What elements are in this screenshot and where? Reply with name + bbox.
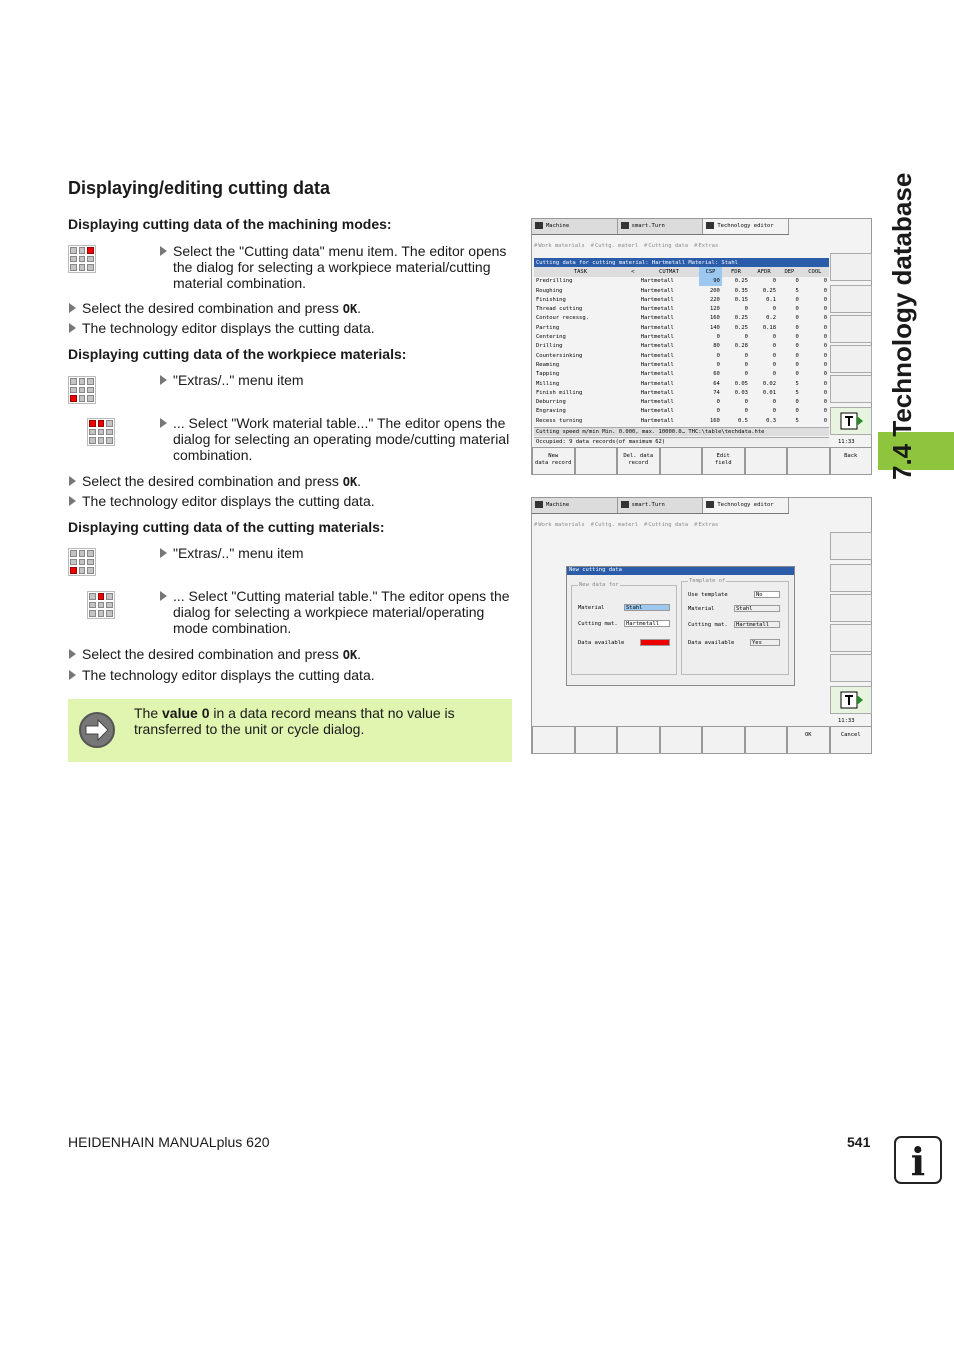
table-cell[interactable]: 5 <box>795 389 799 396</box>
clock: 11:33 <box>838 439 855 445</box>
template-cutmat: Hartmetall <box>734 621 780 628</box>
machine-status-icon <box>830 253 872 281</box>
menu-cutting-data[interactable]: # Cutting data <box>644 522 688 534</box>
table-cell[interactable]: 90 <box>699 277 722 286</box>
horizontal-softkey-row <box>532 726 872 754</box>
status-occupied: Occupied: 9 data records(of maximum 62) <box>534 437 829 446</box>
table-cell[interactable]: Hartmetall <box>640 361 674 368</box>
table-cell[interactable]: Milling <box>536 380 560 387</box>
step-text: Select the "Cutting data" menu item. The editor opens the dialog for selecting a workpiece material/cutting material combination. <box>159 243 511 291</box>
table-cell[interactable]: 0 <box>795 315 799 322</box>
softkey[interactable] <box>575 447 618 475</box>
table-row[interactable] <box>534 277 829 286</box>
table-row[interactable] <box>534 388 829 397</box>
table-cell[interactable]: 0.2 <box>766 315 777 322</box>
chapter-side-tab <box>878 172 926 480</box>
tab-technology-editor[interactable]: Technology editor <box>703 498 789 513</box>
step-text: ... Select "Cutting material table." The editor opens the dialog for selecting a workpiece material/operating mode combination. <box>159 588 511 636</box>
softkey[interactable]: Back <box>830 447 873 475</box>
table-cell[interactable]: 0 <box>823 361 827 368</box>
table-cell[interactable] <box>627 370 639 379</box>
table-cell[interactable]: 0.25 <box>762 287 777 294</box>
table-cell[interactable]: 0 <box>795 352 799 359</box>
table-cell[interactable]: 120 <box>709 306 720 313</box>
section-title-machining-modes: Displaying cutting data of the machining modes: <box>68 216 392 232</box>
column-header: COOL <box>801 267 829 276</box>
table-cell[interactable]: 0 <box>744 334 748 341</box>
cutmat-label: Cutting mat. <box>578 621 618 627</box>
table-cell[interactable]: 0 <box>716 399 720 406</box>
cutting-data-table <box>534 258 829 425</box>
table-cell[interactable]: Hartmetall <box>640 315 674 322</box>
table-cell[interactable]: Hartmetall <box>640 343 674 350</box>
tab-smart-turn[interactable]: smart.Turn <box>618 219 704 234</box>
table-cell[interactable]: 0 <box>716 408 720 415</box>
table-cell[interactable]: 0.03 <box>734 389 748 396</box>
table-cell[interactable]: 0 <box>795 408 799 415</box>
section-title-cutting-materials: Displaying cutting data of the cutting materials: <box>68 519 385 535</box>
menu-work-materials[interactable]: # Work materials <box>534 522 585 534</box>
table-cell[interactable]: 0 <box>716 334 720 341</box>
menu-work-materials[interactable]: # Work materials <box>534 243 585 255</box>
table-cell[interactable]: 0 <box>795 334 799 341</box>
table-cell[interactable]: 0 <box>716 361 720 368</box>
material-select[interactable]: Stahl <box>624 604 670 611</box>
table-cell[interactable] <box>627 397 639 406</box>
arrow-right-icon <box>79 712 115 748</box>
table-cell[interactable]: 0 <box>744 352 748 359</box>
footer-manual-title: HEIDENHAIN MANUALplus 620 <box>68 1134 270 1150</box>
table-cell[interactable]: 0 <box>744 399 748 406</box>
column-header: AFDR <box>750 267 778 276</box>
tab-smart-turn[interactable]: smart.Turn <box>618 498 704 513</box>
table-cell[interactable]: 0 <box>823 296 827 303</box>
table-cell[interactable]: Hartmetall <box>640 399 674 406</box>
table-cell[interactable]: 0 <box>772 408 777 415</box>
table-row[interactable] <box>534 407 829 416</box>
menu-cutting-data[interactable]: # Cutting data <box>644 243 688 255</box>
tab-machine[interactable]: Machine <box>532 498 618 513</box>
table-cell[interactable]: Contour recessg. <box>536 315 589 322</box>
step-text: The technology editor displays the cutting data. <box>68 320 375 336</box>
table-cell[interactable]: 0 <box>744 361 748 368</box>
table-row[interactable] <box>534 323 829 332</box>
step-text: Select the desired combination and press OK. <box>68 473 361 490</box>
avail-label: Data available <box>688 640 735 646</box>
softkey[interactable]: Cancel <box>830 726 873 754</box>
vertical-softkey[interactable] <box>830 654 872 682</box>
mode-tabs <box>532 219 789 235</box>
softkey[interactable]: Del. data record <box>617 447 660 475</box>
table-cell[interactable]: 0 <box>716 352 720 359</box>
table-caption: Cutting data for cutting material: Hartmetall Material: Stahl <box>534 258 829 267</box>
table-row[interactable] <box>534 397 829 406</box>
table-cell[interactable]: 0.25 <box>734 315 748 322</box>
cutting-material-table-icon <box>87 591 115 619</box>
status-line: Cutting speed m/min Min. 0.000, max. 10000.0… THC:\table\techdata.hte <box>534 427 829 436</box>
menu-extras[interactable]: # Extras <box>694 243 718 255</box>
play-triangle-icon <box>69 303 76 313</box>
table-cell[interactable]: Hartmetall <box>640 306 674 313</box>
table-cell[interactable]: 64 <box>713 380 720 387</box>
group-label: Template of <box>689 578 726 584</box>
table-cell[interactable]: 0 <box>823 399 827 406</box>
table-cell[interactable]: Tapping <box>536 371 560 378</box>
note-text: The value 0 in a data record means that no value is transferred to the unit or cycle dialog. <box>134 705 455 737</box>
use-template-select[interactable]: No <box>754 591 780 598</box>
vertical-softkey[interactable] <box>830 624 872 652</box>
table-cell[interactable]: 0 <box>772 352 777 359</box>
table-cell[interactable]: Parting <box>536 324 560 331</box>
step-text: "Extras/.." menu item <box>159 545 511 561</box>
table-cell[interactable] <box>627 332 639 341</box>
menu-bar <box>532 522 829 534</box>
table-cell[interactable]: Hartmetall <box>640 380 674 387</box>
table-row[interactable] <box>534 379 829 388</box>
note-box <box>68 699 512 762</box>
clock: 11:33 <box>838 718 855 724</box>
tab-machine[interactable]: Machine <box>532 219 618 234</box>
play-triangle-icon <box>160 375 167 385</box>
table-cell[interactable]: 0.15 <box>734 296 748 303</box>
table-cell[interactable] <box>627 277 639 286</box>
table-cell[interactable]: Hartmetall <box>640 389 674 396</box>
table-cell[interactable]: 0.05 <box>734 380 748 387</box>
softkey[interactable] <box>532 726 575 754</box>
table-cell[interactable]: 0.35 <box>734 287 748 294</box>
table-cell[interactable]: Deburring <box>536 399 566 406</box>
tab-technology-editor[interactable]: Technology editor <box>703 219 789 234</box>
step-text: The technology editor displays the cutting data. <box>68 667 375 683</box>
column-header: CUTMAT <box>639 267 699 276</box>
column-header: < <box>627 267 639 276</box>
table-cell[interactable]: Hartmetall <box>640 371 674 378</box>
table-cell[interactable]: 0 <box>823 334 827 341</box>
table-cell[interactable]: Thread cutting <box>536 306 583 313</box>
horizontal-softkey-row <box>532 447 872 475</box>
table-cell[interactable]: 0 <box>772 361 777 368</box>
table-cell[interactable]: 0.28 <box>734 343 748 350</box>
vertical-softkey[interactable] <box>830 375 872 403</box>
info-icon: i <box>894 1136 942 1184</box>
table-cell[interactable]: 5 <box>795 417 799 424</box>
table-cell[interactable] <box>627 342 639 351</box>
play-triangle-icon <box>69 323 76 333</box>
table-cell[interactable]: 0 <box>823 306 827 313</box>
table-cell[interactable] <box>627 407 639 416</box>
technology-editor-screenshot <box>531 218 872 475</box>
table-cell[interactable]: 5 <box>795 287 799 294</box>
table-cell[interactable]: 220 <box>709 296 720 303</box>
table-cell[interactable] <box>627 388 639 397</box>
template-group <box>681 578 789 675</box>
table-cell[interactable]: Engraving <box>536 408 566 415</box>
table-cell[interactable]: 0 <box>795 296 799 303</box>
table-cell[interactable]: Hartmetall <box>640 324 674 331</box>
cutting-data-menu-icon <box>68 245 96 273</box>
table-cell[interactable]: 0 <box>795 324 799 331</box>
play-triangle-icon <box>160 591 167 601</box>
table-cell[interactable]: Finishing <box>536 296 566 303</box>
new-cutting-data-screenshot <box>531 497 872 754</box>
table-cell[interactable] <box>627 286 639 295</box>
step-text: ... Select "Work material table..." The editor opens the dialog for selecting an operating mode/cutting material combination. <box>159 415 511 463</box>
table-cell[interactable]: 0 <box>772 399 777 406</box>
softkey[interactable]: New data record <box>532 447 575 475</box>
table-cell[interactable]: 80 <box>713 343 720 350</box>
table-cell[interactable]: 0.01 <box>762 389 777 396</box>
table-cell[interactable]: 160 <box>709 417 720 424</box>
table-cell[interactable]: Recess turning <box>536 417 583 424</box>
step-text: Select the desired combination and press OK. <box>68 646 361 663</box>
table-row[interactable] <box>534 314 829 323</box>
table-cell[interactable]: 0 <box>795 371 799 378</box>
table-cell[interactable]: 0 <box>823 389 827 396</box>
table-cell[interactable]: Hartmetall <box>640 287 674 294</box>
softkey[interactable] <box>617 726 660 754</box>
menu-cutting-materials[interactable]: # Cuttg. materl <box>591 522 638 534</box>
table-cell[interactable]: 0 <box>823 408 827 415</box>
table-cell[interactable]: 0 <box>744 371 748 378</box>
mode-tabs <box>532 498 789 514</box>
table-cell[interactable]: 0.3 <box>766 417 777 424</box>
table-cell[interactable] <box>627 304 639 313</box>
new-cutting-data-dialog <box>566 566 795 686</box>
table-row[interactable] <box>534 295 829 304</box>
table-cell[interactable]: 140 <box>709 324 720 331</box>
table-cell[interactable]: Hartmetall <box>640 417 674 424</box>
table-cell[interactable]: 0.02 <box>762 380 777 387</box>
avail-value: Yes <box>640 639 670 646</box>
table-cell[interactable]: 0 <box>795 399 799 406</box>
table-cell[interactable]: Predrilling <box>536 278 573 285</box>
step-text: "Extras/.." menu item <box>159 372 511 388</box>
table-cell[interactable]: 0 <box>823 417 827 424</box>
table-cell[interactable]: 0 <box>772 278 777 285</box>
table-row[interactable] <box>534 332 829 341</box>
page-heading: Displaying/editing cutting data <box>68 178 331 198</box>
table-cell[interactable] <box>627 351 639 360</box>
column-header: CSP <box>699 267 722 276</box>
table-cell[interactable]: 5 <box>795 380 799 387</box>
table-cell[interactable]: 0 <box>823 343 827 350</box>
table-cell[interactable]: Hartmetall <box>640 278 674 285</box>
softkey[interactable] <box>660 447 703 475</box>
table-cell[interactable]: 0 <box>795 343 799 350</box>
table-cell[interactable] <box>627 323 639 332</box>
table-cell[interactable]: Reaming <box>536 361 560 368</box>
table-cell[interactable]: 0.18 <box>762 324 777 331</box>
table-cell[interactable]: 0 <box>744 306 748 313</box>
table-row[interactable] <box>534 416 829 425</box>
dialog-title: New cutting data <box>567 567 794 575</box>
vertical-softkey[interactable] <box>830 345 872 373</box>
softkey[interactable]: OK <box>787 726 830 754</box>
softkey[interactable] <box>787 447 830 475</box>
table-cell[interactable] <box>627 314 639 323</box>
table-cell[interactable]: 0.5 <box>738 417 748 424</box>
t-tool-icon[interactable] <box>830 407 872 435</box>
table-cell[interactable]: 0 <box>795 278 799 285</box>
table-cell[interactable]: Hartmetall <box>640 296 674 303</box>
table-cell[interactable]: 0 <box>744 408 748 415</box>
table-row[interactable] <box>534 351 829 360</box>
t-tool-icon[interactable] <box>830 686 872 714</box>
softkey[interactable]: Edit field <box>702 447 745 475</box>
table-cell[interactable]: 0 <box>772 371 777 378</box>
table-cell[interactable]: Drilling <box>536 343 563 350</box>
table-cell[interactable]: 74 <box>713 389 720 396</box>
table-cell[interactable] <box>627 379 639 388</box>
vertical-softkey[interactable] <box>830 594 872 622</box>
menu-cutting-materials[interactable]: # Cuttg. materl <box>591 243 638 255</box>
table-row[interactable] <box>534 370 829 379</box>
table-cell[interactable]: 0.1 <box>766 296 777 303</box>
table-row[interactable] <box>534 360 829 369</box>
step-text: Select the desired combination and press OK. <box>68 300 361 317</box>
cutmat-select[interactable]: Hartmetall <box>624 620 670 627</box>
softkey[interactable] <box>660 726 703 754</box>
group-label: New data for <box>579 582 619 588</box>
table-cell[interactable]: Roughing <box>536 287 563 294</box>
column-header: DEP <box>778 267 801 276</box>
play-triangle-icon <box>69 476 76 486</box>
softkey[interactable] <box>745 447 788 475</box>
play-triangle-icon <box>69 670 76 680</box>
table-cell[interactable]: 0 <box>823 352 827 359</box>
table-cell[interactable] <box>627 416 639 425</box>
table-cell[interactable]: 0 <box>795 306 799 313</box>
table-cell[interactable]: 0.25 <box>734 278 748 285</box>
step-text: The technology editor displays the cutting data. <box>68 493 375 509</box>
table-cell[interactable]: Hartmetall <box>640 408 674 415</box>
table-cell[interactable]: 200 <box>709 287 720 294</box>
extras-menu-icon <box>68 548 96 576</box>
table-cell[interactable]: Hartmetall <box>640 352 674 359</box>
table-cell[interactable]: 160 <box>709 315 720 322</box>
softkey[interactable] <box>702 726 745 754</box>
play-triangle-icon <box>69 649 76 659</box>
table-cell[interactable]: 0 <box>795 361 799 368</box>
play-triangle-icon <box>160 548 167 558</box>
table-row[interactable] <box>534 342 829 351</box>
template-material: Stahl <box>734 605 780 612</box>
table-cell[interactable]: 60 <box>713 371 720 378</box>
extras-menu-icon <box>68 376 96 404</box>
material-label: Material <box>688 606 715 612</box>
cutmat-label: Cutting mat. <box>688 622 728 628</box>
table-cell[interactable]: 0 <box>823 278 827 285</box>
column-header: TASK <box>534 267 627 276</box>
use-template-label: Use template <box>688 592 728 598</box>
page-number: 541 <box>847 1134 871 1150</box>
tool-holder-icon[interactable] <box>830 285 872 313</box>
softkey[interactable] <box>575 726 618 754</box>
column-header: FDR <box>722 267 750 276</box>
template-avail: Yes <box>750 639 780 646</box>
work-material-table-icon <box>87 418 115 446</box>
vertical-softkey[interactable] <box>830 315 872 343</box>
table-cell[interactable]: 0 <box>823 324 827 331</box>
chapter-title: 7.4 Technology database <box>887 172 917 480</box>
play-triangle-icon <box>69 496 76 506</box>
table-cell[interactable] <box>627 360 639 369</box>
softkey[interactable] <box>745 726 788 754</box>
play-triangle-icon <box>160 418 167 428</box>
table-cell[interactable]: Finish milling <box>536 389 583 396</box>
tool-holder-icon[interactable] <box>830 564 872 592</box>
menu-extras[interactable]: # Extras <box>694 522 718 534</box>
material-label: Material <box>578 605 605 611</box>
table-cell[interactable]: 0 <box>823 371 827 378</box>
table-cell[interactable]: 0 <box>823 315 827 322</box>
avail-label: Data available <box>578 640 625 646</box>
table-cell[interactable]: 0 <box>772 334 777 341</box>
table-row[interactable] <box>534 286 829 295</box>
new-data-group <box>571 582 677 675</box>
play-triangle-icon <box>160 246 167 256</box>
table-cell[interactable] <box>627 295 639 304</box>
table-cell[interactable]: 0 <box>772 306 777 313</box>
section-title-workpiece-materials: Displaying cutting data of the workpiece materials: <box>68 346 407 362</box>
machine-status-icon <box>830 532 872 560</box>
table-cell[interactable]: 0 <box>823 380 827 387</box>
table-cell[interactable]: 0 <box>823 287 827 294</box>
table-cell[interactable]: 0 <box>772 343 777 350</box>
table-cell[interactable]: Countersinking <box>536 352 583 359</box>
menu-bar <box>532 243 829 255</box>
table-row[interactable] <box>534 304 829 313</box>
table-cell[interactable]: Hartmetall <box>640 334 674 341</box>
table-cell[interactable]: 0.25 <box>734 324 748 331</box>
table-cell[interactable]: Centering <box>536 334 566 341</box>
